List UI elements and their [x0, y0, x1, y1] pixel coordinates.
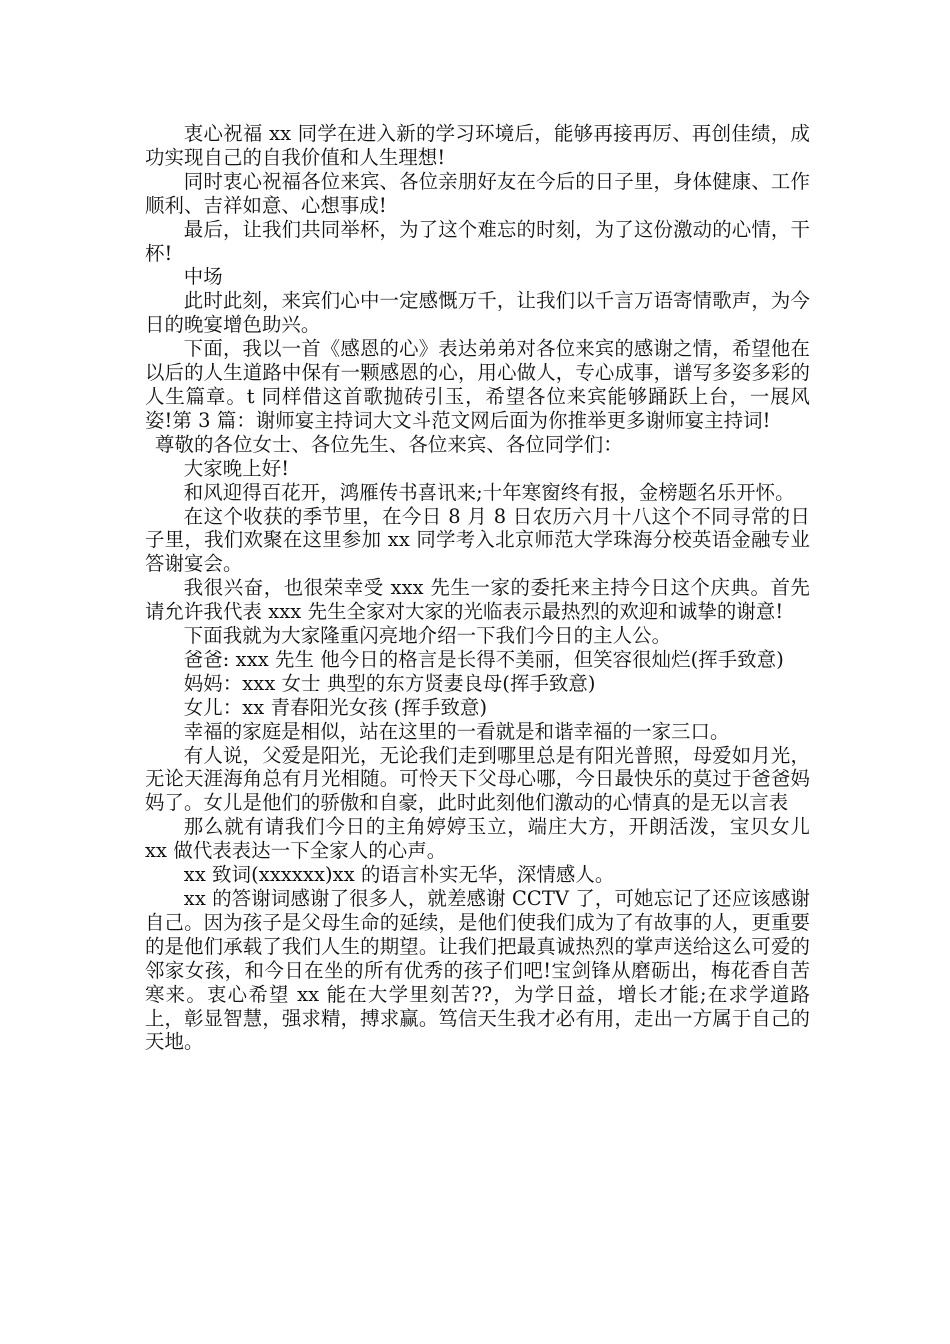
paragraph: 同时衷心祝福各位来宾、各位亲朋好友在今后的日子里，身体健康、工作顺利、吉祥如意、心想事成!: [145, 169, 810, 217]
section-label: 中场: [183, 265, 223, 289]
paragraph: 幸福的家庭是相似，站在这里的一看就是和谐幸福的一家三口。: [183, 719, 730, 743]
paragraph: 爸爸: xxx 先生 他今日的格言是长得不美丽，但笑容很灿烂(挥手致意): [183, 647, 784, 671]
paragraph: 女儿：xx 青春阳光女孩 (挥手致意): [183, 695, 488, 719]
paragraph: xx 致词(xxxxxx)xx 的语言朴实无华，深情感人。: [183, 863, 615, 887]
paragraph: 此时此刻，来宾们心中一定感慨万千，让我们以千言万语寄情歌声，为今日的晚宴增色助兴。: [145, 289, 810, 337]
salutation: 尊敬的各位女士、各位先生、各位来宾、各位同学们：: [155, 432, 623, 456]
greeting: 大家晚上好!: [183, 456, 290, 480]
paragraph: 最后，让我们共同举杯，为了这个难忘的时刻，为了这份激动的心情，干杯!: [145, 217, 810, 265]
paragraph: 下面，我以一首《感恩的心》表达弟弟对各位来宾的感谢之情，希望他在以后的人生道路中保有一颗感恩的心，用心做人，专心成事，谱写多姿多彩的人生篇章。t 同样借这首歌抛砖引玉，希望各位来宾能够踊跃上台，一展风姿!第 3 篇：谢师宴主持词大文斗范文网后面为你推举更多谢师宴主持词!: [145, 337, 810, 432]
paragraph: 和风迎得百花开，鸿雁传书喜讯来;十年寒窗终有报，金榜题名乐开怀。: [183, 480, 795, 504]
paragraph: 有人说，父爱是阳光，无论我们走到哪里总是有阳光普照，母爱如月光，无论天涯海角总有月光相随。可怜天下父母心哪，今日最快乐的莫过于爸爸妈妈了。女儿是他们的骄傲和自豪，此时此刻他们激动的心情真的是无以言表: [145, 743, 810, 815]
paragraph: xx 的答谢词感谢了很多人，就差感谢 CCTV 了，可她忘记了还应该感谢自己。因为孩子是父母生命的延续，是他们使我们成为了有故事的人，更重要的是他们承载了我们人生的期望。让我们把最真诚热烈的掌声送给这么可爱的邻家女孩，和今日在坐的所有优秀的孩子们吧!宝剑锋从磨砺出，梅花香自苦寒来。衷心希望 xx 能在大学里刻苦??，为学日益，增长才能;在求学道路上，彰显智慧，强求精，搏求赢。笃信天生我才必有用，走出一方属于自己的天地。: [145, 887, 810, 1054]
paragraph: 衷心祝福 xx 同学在进入新的学习环境后，能够再接再厉、再创佳绩，成功实现自己的自我价值和人生理想!: [145, 122, 810, 169]
paragraph: 我很兴奋，也很荣幸受 xxx 先生一家的委托来主持今日这个庆典。首先请允许我代表 xxx 先生全家对大家的光临表示最热烈的欢迎和诚挚的谢意!: [145, 576, 810, 624]
paragraph: 下面我就为大家隆重闪亮地介绍一下我们今日的主人公。: [183, 624, 672, 648]
paragraph: 妈妈：xxx 女士 典型的东方贤妻良母(挥手致意): [183, 671, 596, 695]
paragraph: 在这个收获的季节里，在今日 8 月 8 日农历六月十八这个不同寻常的日子里，我们欢聚在这里参加 xx 同学考入北京师范大学珠海分校英语金融专业答谢宴会。: [145, 504, 810, 576]
paragraph: 那么就有请我们今日的主角婷婷玉立，端庄大方，开朗活泼，宝贝女儿 xx 做代表表达一下全家人的心声。: [145, 815, 810, 863]
document-body: [145, 122, 810, 1054]
